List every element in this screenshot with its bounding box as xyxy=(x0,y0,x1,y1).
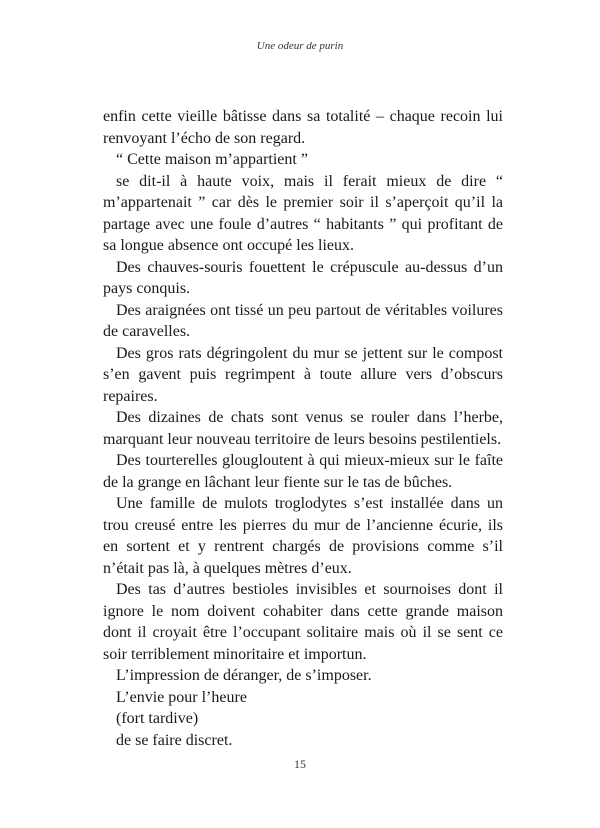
paragraph: se dit-il à haute voix, mais il ferait mieux de dire “ m’appartenait ” car dès le premier soir il s’aperçoit qu’il la partage avec une foule d’autres “ habitants ” qui profitant de sa longue absence ont occupé les lieux. xyxy=(103,172,503,254)
paragraph: “ Cette maison m’appartient ” xyxy=(116,151,308,168)
body-text xyxy=(103,106,503,751)
paragraph: enfin cette vieille bâtisse dans sa totalité – chaque recoin lui renvoyant l’écho de son regard. xyxy=(103,108,503,147)
paragraph: Des araignées ont tissé un peu partout de véritables voilures de caravelles. xyxy=(103,301,503,340)
paragraph: de se faire discret. xyxy=(116,731,233,749)
paragraph: Des tourterelles glougloutent à qui mieux-mieux sur le faîte de la grange en lâchant leur fiente sur le tas de bûches. xyxy=(103,452,503,491)
page-number: 15 xyxy=(294,757,306,771)
running-head: Une odeur de purin xyxy=(256,40,344,52)
paragraph: (fort tardive) xyxy=(116,710,199,727)
paragraph: Des chauves-souris fouettent le crépuscule au-dessus d’un pays conquis. xyxy=(103,258,503,297)
paragraph: L’envie pour l’heure xyxy=(116,688,247,706)
paragraph: L’impression de déranger, de s’imposer. xyxy=(116,667,372,684)
paragraph: Des gros rats dégringolent du mur se jettent sur le compost s’en gavent puis regrimpent à toute allure vers d’obscurs repaires. xyxy=(103,344,503,405)
paragraph: Une famille de mulots troglodytes s’est installée dans un trou creusé entre les pierres du mur de l’ancienne écurie, ils en sortent et y rentrent chargés de provisions comme s’il n’était pas là, à quelques mètres d’eux. xyxy=(103,495,503,577)
paragraph: Des dizaines de chats sont venus se rouler dans l’herbe, marquant leur nouveau territoire de leurs besoins pestilentiels. xyxy=(103,409,503,448)
paragraph: Des tas d’autres bestioles invisibles et sournoises dont il ignore le nom doivent cohabiter dans cette grande maison dont il croyait être l’occupant solitaire mais où il se sent ce soir terriblement minoritaire et importun. xyxy=(103,581,503,663)
